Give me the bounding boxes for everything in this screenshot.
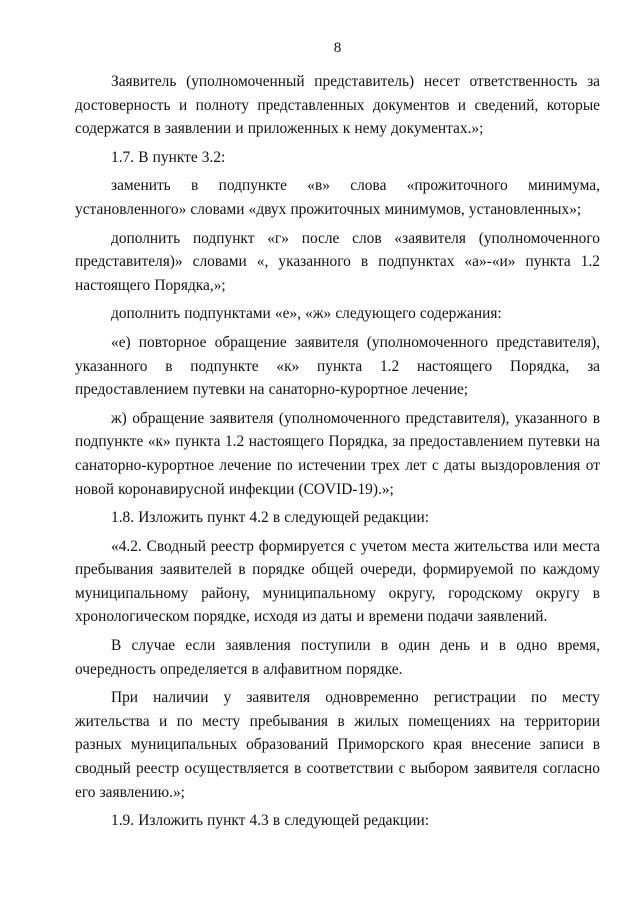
paragraph-subitem-zh: ж) обращение заявителя (уполномоченного представителя), указанного в подпункте «к» пункта 1.2 настоящего Порядка, за предоставлением путевки на санаторно-курортное лечение по истечении трех лет с даты выздоровления от новой коронавирусной инфекции (COVID-19).»;	[75, 409, 600, 498]
paragraph-replace-subitem-v: заменить в подпункте «в» слова «прожиточного минимума, установленного» словами «двух прожиточных минимумов, установленных»;	[75, 177, 600, 218]
paragraph-item-1-7: 1.7. В пункте 3.2:	[111, 148, 226, 166]
paragraph-dual-registration: При наличии у заявителя одновременно регистрации по месту жительства и по месту пребывания в жилых помещениях на территории разных муниципальных образований Приморского края внесение записи в сводный реестр осуществляется в соответствии с выбором заявителя согласно его заявлению.»;	[75, 689, 600, 801]
page-number: 8	[333, 40, 342, 56]
paragraph-add-subitems: дополнить подпунктами «е», «ж» следующего содержания:	[111, 305, 502, 323]
paragraph-amend-subitem-g: дополнить подпункт «г» после слов «заявителя (уполномоченного представителя)» словами «, указанного в подпунктах «а»-«и» пункта 1.2 настоящего Порядка,»;	[75, 229, 600, 294]
paragraph-item-1-8: 1.8. Изложить пункт 4.2 в следующей редакции:	[111, 509, 429, 527]
document-body	[75, 70, 600, 838]
paragraph-same-day: В случае если заявления поступили в один день и в одно время, очередность определяется в алфавитном порядке.	[75, 637, 600, 678]
paragraph-responsibility: Заявитель (уполномоченный представитель) несет ответственность за достоверность и полноту представленных документов и сведений, которые содержатся в заявлении и приложенных к нему документах.»;	[75, 73, 600, 138]
paragraph-item-4-2: «4.2. Сводный реестр формируется с учетом места жительства или места пребывания заявителей в порядке общей очереди, формируемой по каждому муниципальному району, муниципальному округу, городскому округу в хронологическом порядке, исходя из даты и времени подачи заявлений.	[75, 537, 600, 626]
paragraph-subitem-e: «е) повторное обращение заявителя (уполномоченного представителя), указанного в подпункте «к» пункта 1.2 настоящего Порядка, за предоставлением путевки на санаторно-курортное лечение;	[75, 333, 600, 399]
paragraph-item-1-9: 1.9. Изложить пункт 4.3 в следующей редакции:	[111, 812, 429, 830]
